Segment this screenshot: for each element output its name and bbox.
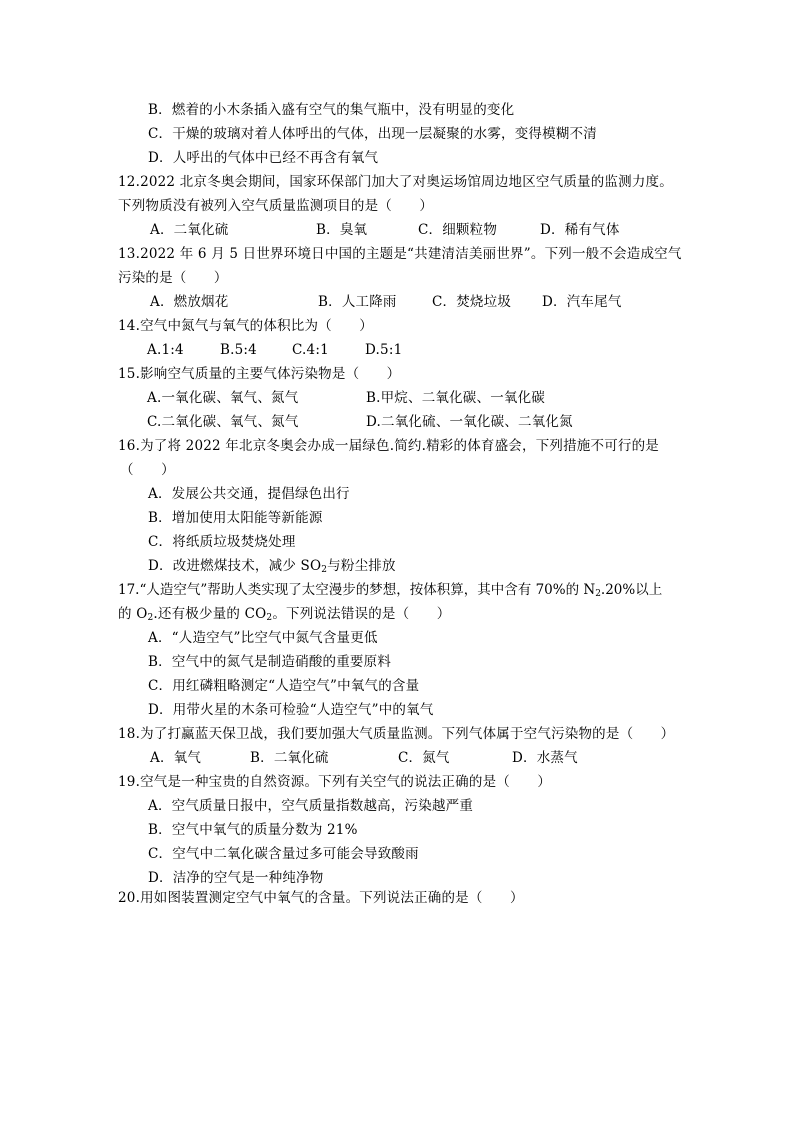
- q18-option-c: C．氮气: [398, 750, 450, 766]
- q17-co2-subscript: 2: [266, 613, 273, 623]
- q12-option-c: C．细颗粒物: [418, 222, 498, 238]
- q17-option-c: C．用红磷粗略测定“人造空气”中氧气的含量: [148, 678, 420, 694]
- q18-option-a: A．氧气: [150, 750, 202, 766]
- q17-stem-line2: [118, 606, 450, 626]
- q17-stem-line1: [118, 582, 662, 602]
- q16-option-d-text: D．改进燃煤技术，减少 SO: [148, 558, 322, 574]
- q16-stem-line2: （ ）: [120, 462, 175, 478]
- q17-stem-line1-text: 17.“人造空气”帮助人类实现了太空漫步的梦想，按体积算，其中含有 70%的 N: [118, 582, 596, 598]
- q13-option-d: D．汽车尾气: [542, 294, 622, 310]
- q17-stem-line1-end: .20%以上: [600, 582, 663, 598]
- q20-stem: 20.用如图装置测定空气中氧气的含量。下列说法正确的是（ ）: [118, 890, 524, 906]
- q15-stem: 15.影响空气质量的主要气体污染物是（ ）: [118, 366, 401, 382]
- q18-stem: 18.为了打赢蓝天保卫战，我们要加强大气质量监测。下列气体属于空气污染物的是（ ）: [118, 726, 675, 742]
- q15-option-c: C.二氧化碳、氧气、氮气: [147, 414, 299, 430]
- q14-stem: 14.空气中氮气与氧气的体积比为（ ）: [118, 318, 373, 334]
- q19-option-a: A．空气质量日报中，空气质量指数越高，污染越严重: [148, 798, 474, 814]
- q17-stem-line2-mid: .还有极少量的 CO: [153, 606, 267, 622]
- q16-option-d-subscript: 2: [321, 565, 328, 575]
- q19-option-d: D．洁净的空气是一种纯净物: [148, 870, 324, 886]
- q11-option-b: B．燃着的小木条插入盛有空气的集气瓶中，没有明显的变化: [148, 102, 515, 118]
- q11-option-c: C．干燥的玻璃对着人体呼出的气体，出现一层凝聚的水雾，变得模糊不清: [148, 126, 597, 142]
- q17-o2-subscript: 2: [147, 613, 154, 623]
- q16-option-c: C．将纸质垃圾焚烧处理: [148, 534, 296, 550]
- q17-option-a: A．“人造空气”比空气中氮气含量更低: [148, 630, 378, 646]
- q13-stem-line2: 污染的是（ ）: [118, 270, 228, 286]
- q17-stem-line2-end: 。下列说法错误的是（ ）: [272, 606, 451, 622]
- q14-option-a: A.1:4: [147, 342, 184, 358]
- q15-option-d: D.二氧化硫、一氧化碳、二氧化氮: [366, 414, 573, 430]
- q18-option-b: B．二氧化硫: [250, 750, 329, 766]
- q17-option-d: D．用带火星的木条可检验“人造空气”中的氧气: [148, 702, 434, 718]
- q12-stem-line2: 下列物质没有被列入空气质量监测项目的是（ ）: [118, 198, 434, 214]
- q12-option-d: D．稀有气体: [540, 222, 620, 238]
- q13-option-a: A．燃放烟花: [150, 294, 229, 310]
- q16-option-a: A．发展公共交通，提倡绿色出行: [148, 486, 350, 502]
- q13-option-c: C．焚烧垃圾: [432, 294, 512, 310]
- q13-option-b: B．人工降雨: [318, 294, 397, 310]
- q19-option-b: B．空气中氧气的质量分数为 21%: [148, 822, 358, 838]
- q19-option-c: C．空气中二氧化碳含量过多可能会导致酸雨: [148, 846, 419, 862]
- q14-option-d: D.5:1: [365, 342, 403, 358]
- q15-option-a: A.一氧化碳、氧气、氮气: [147, 390, 299, 406]
- q15-option-b: B.甲烷、二氧化碳、一氧化碳: [366, 390, 546, 406]
- q14-option-c: C.4:1: [292, 342, 329, 358]
- q17-n2-subscript: 2: [595, 589, 601, 599]
- q17-stem-line2-text: 的 O: [118, 606, 148, 622]
- q11-option-d: D．人呼出的气体中已经不再含有氧气: [148, 150, 379, 166]
- q12-option-b: B．臭氧: [316, 222, 368, 238]
- q16-option-d: [148, 558, 396, 578]
- q12-stem-line1: 12.2022 北京冬奥会期间，国家环保部门加大了对奥运场馆周边地区空气质量的监测力度。: [118, 174, 673, 190]
- q16-option-d-text-end: 与粉尘排放: [327, 558, 396, 574]
- q16-stem-line1: 16.为了将 2022 年北京冬奥会办成一届绿色.简约.精彩的体育盛会，下列措施不可行的是: [118, 438, 659, 454]
- q14-option-b: B.5:4: [220, 342, 257, 358]
- q18-option-d: D．水蒸气: [512, 750, 578, 766]
- q17-option-b: B．空气中的氮气是制造硝酸的重要原料: [148, 654, 392, 670]
- q13-stem-line1: 13.2022 年 6 月 5 日世界环境日中国的主题是“共建清洁美丽世界”。下列一般不会造成空气: [118, 246, 682, 262]
- q12-option-a: A．二氧化硫: [150, 222, 229, 238]
- q16-option-b: B．增加使用太阳能等新能源: [148, 510, 323, 526]
- q19-stem: 19.空气是一种宝贵的自然资源。下列有关空气的说法正确的是（ ）: [118, 774, 552, 790]
